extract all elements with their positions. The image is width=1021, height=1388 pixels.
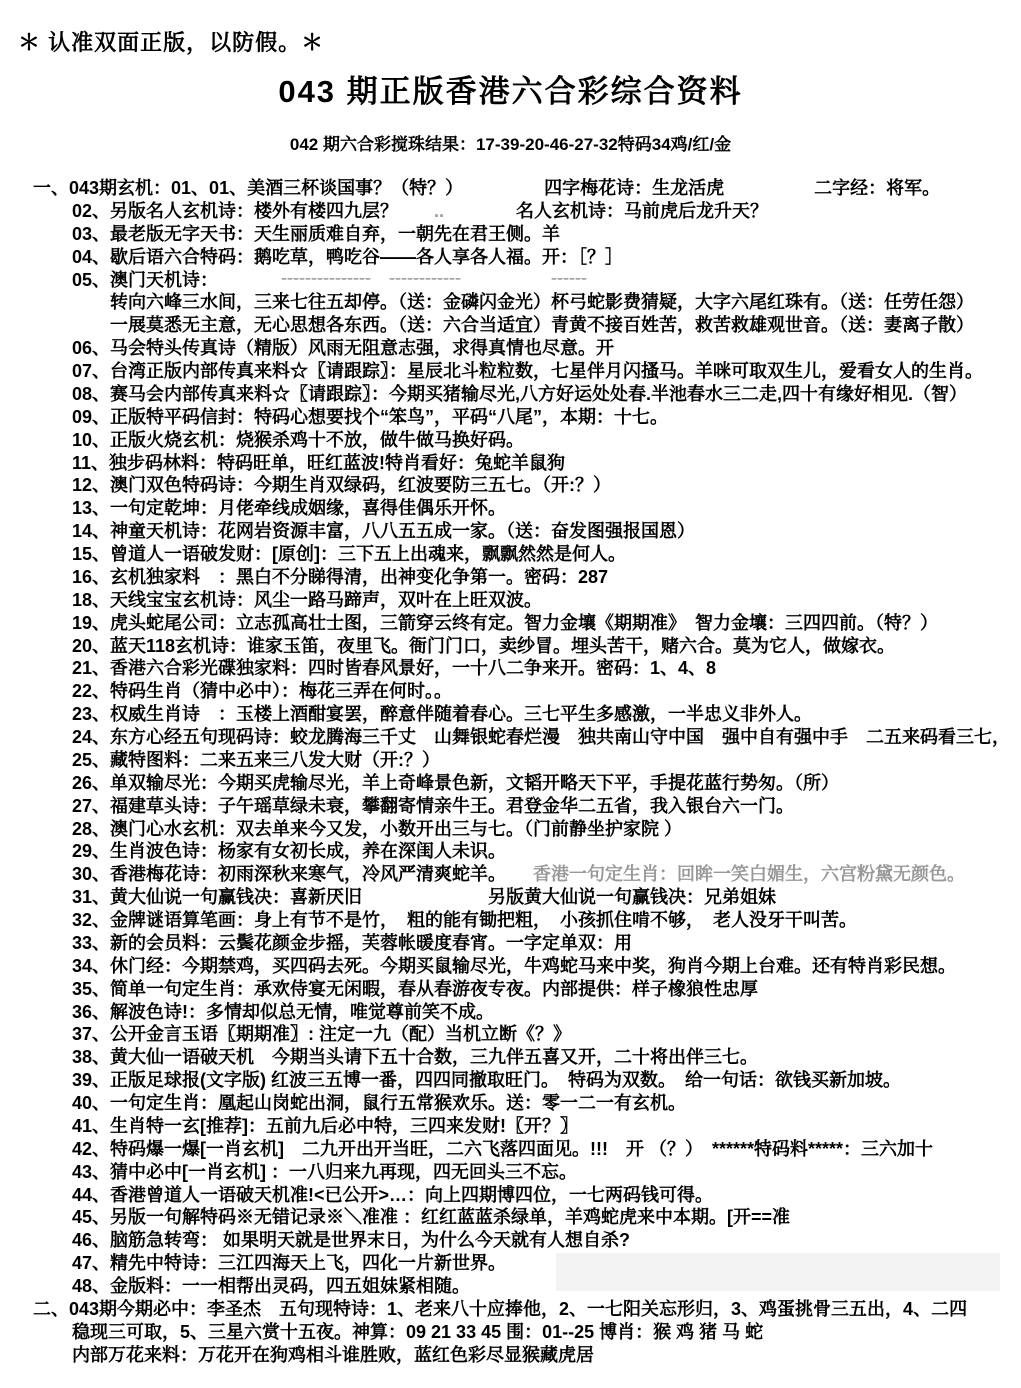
text-line <box>0 1023 1021 1046</box>
text-segment: 30、香港梅花诗：初雨深秋来寒气，冷风严清爽蛇羊。 <box>72 864 534 885</box>
text-line <box>0 886 1021 909</box>
text-line <box>0 840 1021 863</box>
text-line <box>0 1229 1021 1252</box>
text-line <box>0 932 1021 955</box>
text-line <box>0 978 1021 1001</box>
text-line <box>0 1069 1021 1092</box>
text-segment: 43、猜中必中[一肖玄机] ：一八归来九再现，四无回头三不忘。 <box>72 1161 578 1182</box>
text-segment: 24、东方心经五句现码诗：蛟龙腾海三千丈 山舞银蛇春烂漫 独共南山守中国 强中自有强中手 二五来码看三七， <box>72 727 1011 747</box>
text-segment: 38、黄大仙一语破天机 今期当头请下五十合数，三九伴五喜又开，二十将出伴三七。 <box>72 1047 759 1068</box>
text-line <box>0 955 1021 978</box>
text-segment: 一、043期玄机：01、01、美酒三杯谈国事？（特？） 四字梅花诗：生龙活虎 二字经：将军。 <box>33 178 941 198</box>
text-segment: 32、金牌谜语算笔画：身上有节不是竹， 粗的能有锄把粗， 小孩抓住啃不够， 老人没牙干叫苦。 <box>72 910 858 930</box>
text-segment: 41、生肖特一玄[推荐]：五前九后必中特，三四来发财!〖开？〗 <box>72 1115 579 1136</box>
text-segment: 18、天线宝宝玄机诗：风尘一路马蹄声，双叶在上旺双波。 <box>72 589 543 610</box>
text-line <box>0 589 1021 612</box>
text-segment: .. <box>434 200 445 221</box>
text-line <box>0 1344 1021 1367</box>
text-line <box>0 1046 1021 1069</box>
text-segment: 15、曾道人一语破发财：[原创]：三下五上出魂来，飘飘然然是何人。 <box>72 544 627 564</box>
text-segment: 20、蓝天118玄机诗：谁家玉笛，夜里飞。衙门门口，卖纱冒。埋头苦干，赌六合。莫为它人，做嫁衣。 <box>72 635 896 656</box>
text-segment: 14、神童天机诗：花网岩资源丰富，八八五五成一家。（送：奋发图强报国恩） <box>72 521 696 542</box>
anti-fake-notice: ＊ 认准双面正版，以防假。＊ <box>18 30 325 55</box>
scan-artifact-box <box>556 1253 1000 1291</box>
text-line <box>0 1206 1021 1229</box>
text-line <box>0 474 1021 497</box>
text-segment: 37、公开金言玉语〖期期准〗: 注定一九（配）当机立断《？》 <box>72 1024 572 1045</box>
text-segment: 28、澳门心水玄机：双去单来今又发，小数开出三与七。（门前静坐护家院 ） <box>72 818 683 839</box>
text-segment: 45、另版一句解特码※无错记录※＼准准 ：红红蓝蓝杀绿单，羊鸡蛇虎来中本期。[开==准 <box>72 1207 791 1228</box>
text-segment: 47、精先中特诗：三江四海天上飞，四化一片新世界。 <box>72 1253 507 1274</box>
text-line <box>0 269 1021 292</box>
text-line <box>0 612 1021 635</box>
text-segment: 03、最老版无字天书：天生丽质难自弃，一朝先在君王侧。羊 <box>72 223 561 244</box>
text-line <box>0 1138 1021 1161</box>
text-segment: 05、澳门天机诗： <box>72 269 210 290</box>
text-segment: 29、生肖波色诗：杨家有女初长成，养在深闺人未识。 <box>72 841 507 862</box>
text-line <box>0 1115 1021 1138</box>
text-segment: 36、解波色诗!：多情却似总无情，唯觉尊前笑不成。 <box>72 1001 495 1022</box>
text-segment: 40、一句定生肖：凰起山岗蛇出洞，鼠行五常猴欢乐。送：零一二一有玄机。 <box>72 1093 687 1113</box>
text-line <box>0 200 1021 223</box>
text-segment: 香港一句定生肖：回眸一笑白媚生，六宫粉黛无颜色。 <box>533 864 966 885</box>
text-line <box>0 703 1021 726</box>
text-segment: 33、新的会员料：云鬓花颜金步摇，芙蓉帐暖度春宵。一字定单双：用 <box>72 932 633 953</box>
text-segment: 名人玄机诗：马前虎后龙升天？ <box>444 200 769 221</box>
text-line <box>0 223 1021 246</box>
text-segment: 46、脑筋急转弯： 如果明天就是世界末日，为什么今天就有人想自杀? <box>72 1230 631 1251</box>
text-segment: 13、一句定乾坤：月佬牵线成姻缘，喜得佳偶乐开怀。 <box>72 498 507 519</box>
text-segment: 02、另版名人玄机诗：楼外有楼四九层？ <box>72 200 435 221</box>
text-line <box>0 1001 1021 1024</box>
text-line <box>0 680 1021 703</box>
text-line <box>0 1092 1021 1115</box>
text-segment: 42、特码爆一爆[一肖玄机] 二九开出开当旺，二六飞落四面见。!!! 开 （？） ******特码料*****：三六加十 <box>72 1138 934 1159</box>
text-line <box>0 383 1021 406</box>
text-segment: 27、福建草头诗：子午瑶草绿未衰，攀翻寄情亲牛王。君登金华二五省，我入银台六一门。 <box>72 795 795 816</box>
text-line <box>0 863 1021 886</box>
text-line <box>0 246 1021 269</box>
text-line <box>0 726 1021 749</box>
text-line <box>0 1321 1021 1344</box>
text-line <box>0 543 1021 566</box>
text-segment: 08、赛马会内部传真来料☆〖请跟踪〗：今期买猪输尽光,八方好运处处春.半池春水三二走,四十有缘好相见.（智） <box>72 383 968 404</box>
text-line <box>0 360 1021 383</box>
text-line <box>0 177 1021 200</box>
text-segment: 48、金版料：一一相帮出灵码，四五姐妹紧相随。 <box>72 1276 471 1296</box>
previous-draw-result: 042 期六合彩搅珠结果：17-39-20-46-27-32特码34鸡/红/金 <box>289 135 732 154</box>
text-segment: 10、正版火烧玄机：烧猴杀鸡十不放，做牛做马换好码。 <box>72 429 525 450</box>
text-segment: 12、澳门双色特码诗：今期生肖双绿码，红波要防三五七。（开:？） <box>72 475 612 496</box>
text-line <box>0 818 1021 841</box>
text-segment: 一展莫悉无主意，无心思想各东西。（送：六合当适宜）青黄不接百姓苦，救苦救雄观世音。（送：妻离子散） <box>110 315 974 336</box>
text-line <box>0 795 1021 818</box>
text-line <box>0 635 1021 658</box>
text-segment: 07、台湾正版内部传真来料☆〖请跟踪〗：星辰北斗粒粒数，七星伴月闪搔马。羊咪可取双生儿，爱看女人的生肖。 <box>72 361 984 381</box>
text-segment: 二、043期今期必中：李圣杰 五句现特诗：1、老来八十应捧他，2、一七阳关忘形归，3、鸡蛋挑骨三五出，4、二四 <box>33 1298 968 1319</box>
text-segment: 内部万花来料：万花开在狗鸡相斗谁胜败，蓝红色彩尽显猴藏虎居 <box>72 1344 594 1365</box>
text-segment: 44、香港曾道人一语破天机准!<已公开>…：向上四期博四位，一七两码钱可得。 <box>72 1184 714 1205</box>
text-segment: 稳现三可取，5、三星六赏十五夜。神算：09 21 33 45 围：01--25 博肖：猴 鸡 猪 马 蛇 <box>72 1321 764 1342</box>
text-segment: 09、正版特平码信封：特码心想要找个“笨鸟”，平码“八尾”，本期：十七。 <box>72 406 669 427</box>
text-line <box>0 452 1021 475</box>
text-segment: 34、休门经：今期禁鸡，买四码去死。今期买鼠输尽光，牛鸡蛇马来中奖，狗肖今期上台难。还有特肖彩民想。 <box>72 955 957 976</box>
text-segment: 26、单双输尽光：今期买虎输尽光，羊上奇峰景色新，文韬开略天下平，手提花蓝行势匆。（所） <box>72 772 840 793</box>
text-segment: 04、歇后语六合特码：鹅吃草，鸭吃谷——各人享各人福。开：［？］ <box>72 246 624 267</box>
text-segment: 31、黄大仙说一句赢钱决：喜新厌旧 另版黄大仙说一句赢钱决：兄弟姐妹 <box>72 887 777 908</box>
text-line <box>0 1184 1021 1207</box>
text-segment: 16、玄机独家料 ：黑白不分睇得清，出神变化争第一。密码：287 <box>72 566 609 587</box>
text-line <box>0 520 1021 543</box>
text-line <box>0 429 1021 452</box>
text-segment: 23、权威生肖诗 ：玉楼上酒酣宴罢，醉意伴随着春心。三七平生多感激，一半忠义非外人。 <box>72 704 813 725</box>
text-line <box>0 406 1021 429</box>
text-line <box>0 1161 1021 1184</box>
text-segment: ┄┄┄┄┄ ┄┄┄┄ ┄┄ <box>209 269 588 290</box>
text-segment: 11、独步码林料：特码旺单，旺红蓝波!特肖看好：兔蛇羊鼠狗 <box>72 452 566 473</box>
text-segment: 35、简单一句定生肖：承欢侍宴无闲暇，春从春游夜专夜。内部提供：样子橡狼性忠厚 <box>72 978 759 999</box>
text-segment: 39、正版足球报(文字版) 红波三五博一番，四四同撤取旺门。 特码为双数。 给一句话：欲钱买新加坡。 <box>72 1070 902 1091</box>
page-title: 043 期正版香港六合彩综合资料 <box>278 74 743 109</box>
text-line <box>0 566 1021 589</box>
text-segment: 21、香港六合彩光碟独家料：四时皆春风景好，一十八二争来开。密码：1、4、8 <box>72 658 717 679</box>
text-line <box>0 314 1021 337</box>
content-lines <box>0 177 1021 1367</box>
text-segment: 转向六峰三水间，三来七往五却停。（送：金磷闪金光）杯弓蛇影费猜疑，大字六尾红珠有。（送：任劳任怨） <box>110 292 974 313</box>
text-segment: 22、特码生肖（猜中必中）：梅花三弄在何时。。 <box>72 681 453 702</box>
text-line <box>0 749 1021 772</box>
text-segment: 25、藏特图料：二来五来三八发大财（开:？） <box>72 749 441 770</box>
text-segment: 06、马会特头传真诗（精版）风雨无阻意志强，求得真情也尽意。开 <box>72 338 615 359</box>
text-line <box>0 657 1021 680</box>
text-segment: 19、虎头蛇尾公司：立志孤高壮士图，三箭穿云终有定。智力金壤《期期准》 智力金壤：三四四前。（特？） <box>72 612 939 633</box>
text-line <box>0 909 1021 932</box>
text-line <box>0 337 1021 360</box>
text-line <box>0 772 1021 795</box>
text-line <box>0 291 1021 314</box>
text-line <box>0 1298 1021 1321</box>
text-line <box>0 497 1021 520</box>
